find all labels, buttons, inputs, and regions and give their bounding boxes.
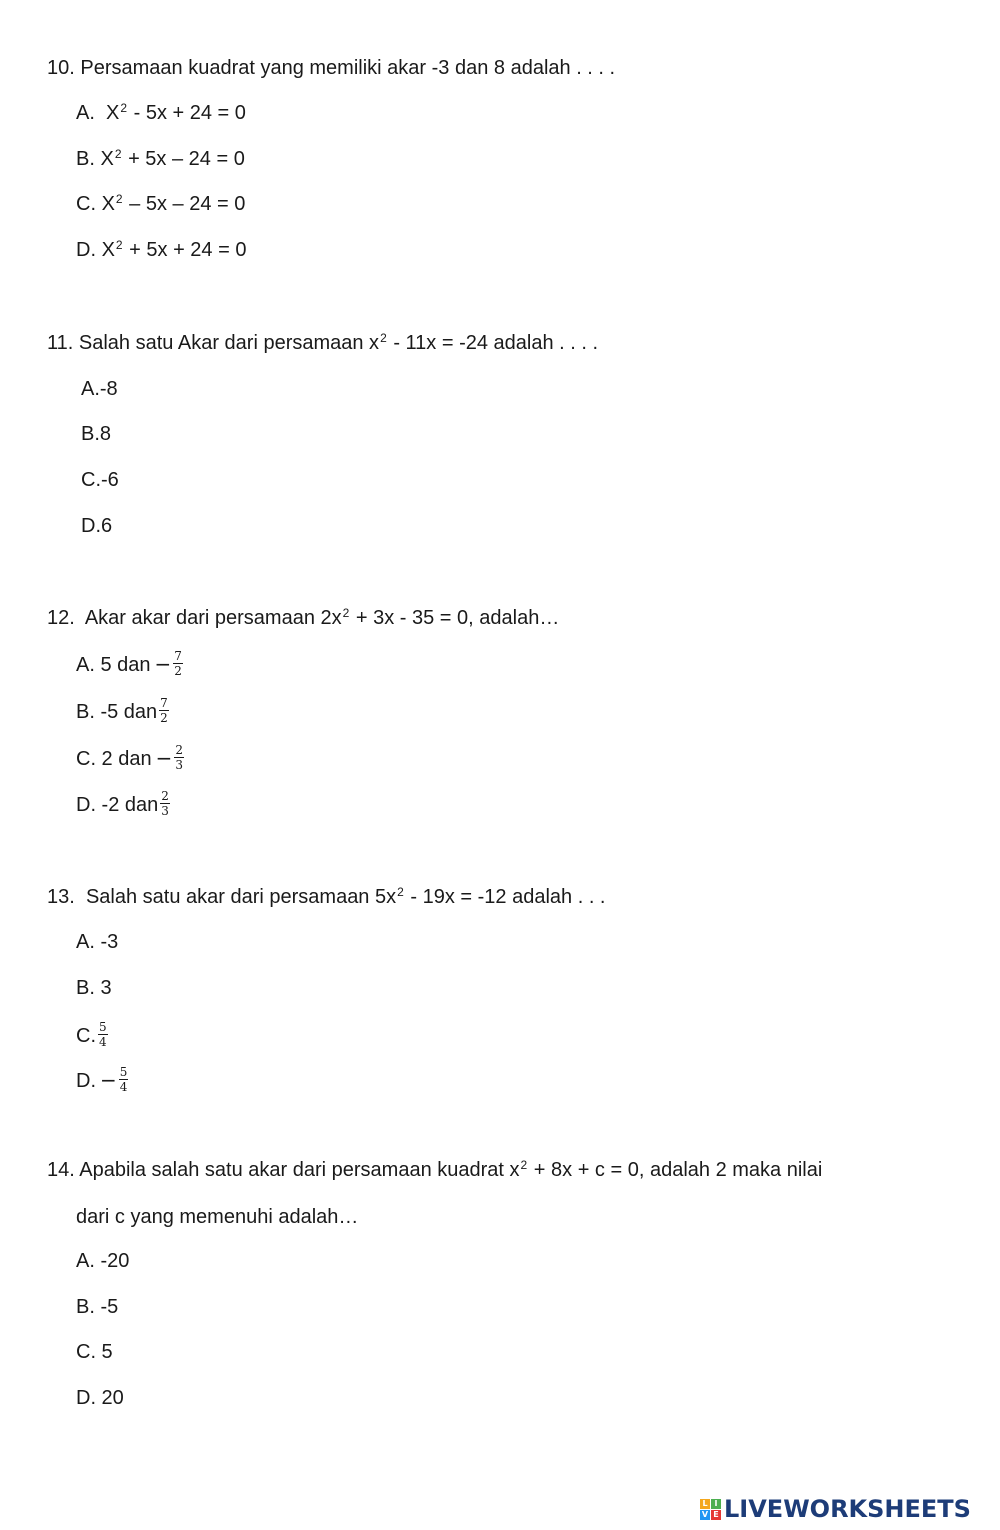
question-text-rest: + 8x + c = 0, adalah 2 maka nilai [533, 1159, 823, 1181]
exponent: 2 [120, 101, 128, 115]
option-11-b: B.8 [81, 423, 112, 445]
minus-sign: − [155, 745, 173, 770]
option-label: D. [76, 239, 96, 261]
option-12-c [76, 745, 184, 774]
option-rest: + 5x – 24 = 0 [128, 148, 245, 170]
question-14 [47, 1158, 822, 1184]
question-number: 13. [47, 886, 75, 908]
question-number: 11. [47, 332, 74, 354]
option-13-a: A. -3 [76, 931, 119, 953]
exponent: 2 [520, 1158, 528, 1172]
numerator: 5 [119, 1065, 128, 1079]
option-term: X [106, 102, 120, 124]
denominator: 3 [161, 804, 169, 818]
fraction [159, 696, 169, 725]
question-10 [47, 56, 615, 80]
option-10-a [76, 101, 246, 127]
option-term: X [101, 239, 115, 261]
question-text-rest: + 3x - 35 = 0, adalah… [355, 607, 560, 629]
question-number: 12. [47, 607, 75, 629]
exponent: 2 [114, 147, 122, 161]
logo-mark-cell: E [711, 1510, 721, 1520]
question-text: Apabila salah satu akar dari persamaan kuadrat x [79, 1159, 520, 1181]
exponent: 2 [342, 606, 350, 620]
option-12-b [76, 698, 169, 727]
exponent: 2 [380, 331, 387, 345]
numerator: 2 [175, 743, 184, 757]
minus-sign: − [100, 1067, 117, 1092]
liveworksheets-logo [700, 1496, 971, 1522]
question-text-rest: - 11x = -24 adalah . . . . [393, 332, 599, 354]
numerator: 2 [161, 789, 169, 803]
logo-text: LIVEWORKSHEETS [724, 1495, 971, 1523]
question-13 [47, 885, 606, 911]
option-label: D. [76, 1069, 96, 1092]
question-text: Persamaan kuadrat yang memiliki akar -3 dan 8 adalah . . . . [80, 57, 616, 79]
option-label: C. [76, 193, 96, 215]
option-14-b: B. -5 [76, 1296, 119, 1318]
question-text: Akar akar dari persamaan 2x [84, 607, 342, 629]
option-10-b [76, 147, 245, 173]
question-text: Salah satu Akar dari persamaan x [78, 332, 380, 354]
option-term: X [101, 193, 115, 215]
denominator: 4 [119, 1080, 128, 1094]
question-text: Salah satu akar dari persamaan 5x [85, 886, 397, 908]
option-11-a: A.-8 [81, 378, 118, 400]
fraction [160, 789, 170, 818]
option-label: C. 2 dan [76, 747, 152, 770]
exponent: 2 [115, 192, 123, 206]
exponent: 2 [115, 238, 123, 252]
logo-mark-icon [700, 1499, 721, 1520]
option-13-b: B. 3 [76, 977, 112, 999]
numerator: 7 [160, 696, 168, 710]
question-text-rest: - 19x = -12 adalah . . . [410, 886, 606, 908]
numerator: 5 [99, 1020, 107, 1034]
denominator: 2 [160, 711, 168, 725]
option-label: D. -2 dan [76, 793, 159, 816]
denominator: 2 [174, 664, 182, 678]
option-13-c [76, 1022, 108, 1051]
option-11-c: C.-6 [81, 469, 119, 491]
option-label: B. -5 dan [76, 700, 158, 723]
logo-mark-cell: I [711, 1499, 721, 1509]
fraction [98, 1020, 108, 1049]
denominator: 3 [175, 758, 184, 772]
option-rest: + 5x + 24 = 0 [129, 239, 247, 261]
option-label: B. [76, 148, 95, 170]
fraction [174, 743, 184, 772]
minus-sign: − [154, 651, 172, 676]
logo-mark-cell: V [701, 1509, 709, 1519]
option-12-d [76, 791, 170, 820]
question-number: 10. [47, 57, 75, 79]
option-13-d [76, 1067, 128, 1096]
logo-mark-cell: L [700, 1499, 710, 1509]
denominator: 4 [99, 1035, 107, 1049]
question-14-line2: dari c yang memenuhi adalah… [76, 1206, 359, 1228]
fraction [173, 649, 183, 678]
option-label: A. [76, 102, 95, 124]
option-label: C. [76, 1024, 96, 1047]
question-11 [47, 331, 598, 357]
option-12-a [76, 651, 183, 680]
fraction [119, 1065, 129, 1094]
option-rest: – 5x – 24 = 0 [129, 193, 246, 215]
option-14-c: C. 5 [76, 1341, 113, 1363]
exponent: 2 [397, 885, 404, 899]
question-number: 14. [47, 1159, 75, 1181]
question-12 [47, 606, 559, 632]
option-10-d [76, 238, 246, 264]
numerator: 7 [174, 649, 182, 663]
option-14-a: A. -20 [76, 1250, 130, 1272]
option-11-d: D.6 [81, 515, 113, 537]
option-rest: - 5x + 24 = 0 [133, 102, 246, 124]
option-term: X [100, 148, 114, 170]
option-10-c [76, 192, 245, 218]
option-14-d: D. 20 [76, 1387, 124, 1409]
option-label: A. 5 dan [76, 653, 151, 676]
